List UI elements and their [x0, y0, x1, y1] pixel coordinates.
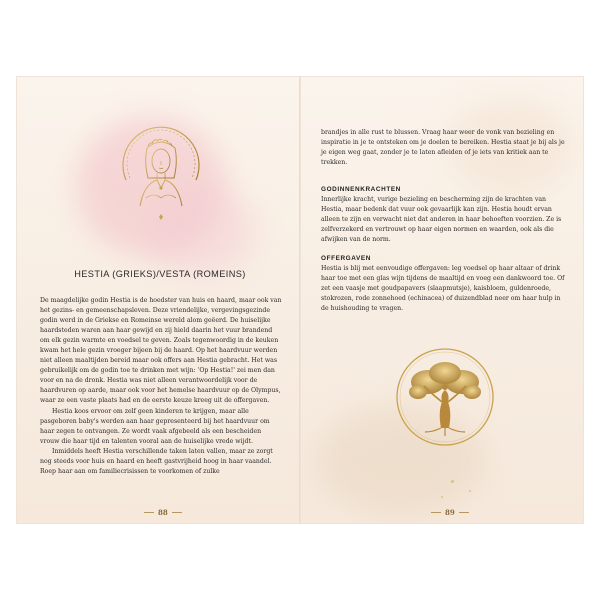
- right-page: [301, 76, 584, 524]
- continuation-text: brandjes in alle rust te blussen. Vraag haar weer de vonk van bezieling en inspiratie in je te ontsteken om je doelen te bereiken. Hestia staat je bij als je je eigen weg gaat, zonder je te laten afleiden of je iets van kritiek aan te trekken.: [321, 129, 565, 167]
- folio-rule: [459, 512, 469, 513]
- book-spread: [16, 76, 584, 524]
- gold-fleck: [451, 480, 454, 483]
- paragraph: Inmiddels heeft Hestia verschillende taken laten vallen, maar ze zorgt nog steeds voor huis en haard en heeft gastvrijheid hoog in haar vaandel. Roep haar aan om familiecrisissen te voorkomen of zulke: [40, 447, 273, 475]
- page-number: [144, 508, 182, 517]
- offergaven-text: Hestia is blij met eenvoudige offergaven: leg voedsel op haar altaar of drink haar toe met een glas wijn tijdens de maaltijd en voeg een dankwoord toe. Of zet een vaasje met goudpapavers (slaapmutsje), kaisbloem, guldenroede, stokrozen, rode zonnehoed (echinacea) of duizendblad neer om haar hulp in de huishouding te vragen.: [321, 265, 565, 313]
- left-page: [16, 76, 299, 524]
- godinnenkrachten-text: Innerlijke kracht, vurige bezieling en bescherming zijn de krachten van Hestia, maar bedenk dat vuur ook gevaarlijk kan zijn. Hestia houdt ervan alleen te zijn en verwacht niet dat anderen in haar behoeften voorzien. Ze is zelfverzekerd en vertrouwt op haar eigen normen en waarden, ook als die afwijken van de norm.: [321, 196, 562, 244]
- page-number: [431, 508, 469, 517]
- subheading-godinnenkrachten: GODINNENKRACHTEN: [321, 186, 401, 193]
- folio-rule: [172, 512, 182, 513]
- tree-goddess-icon: [394, 346, 496, 448]
- page-number-text: 89: [445, 508, 455, 517]
- gold-fleck: [469, 490, 471, 492]
- left-body-text: [40, 296, 282, 477]
- paragraph: De maagdelijke godin Hestia is de hoedster van huis en haard, maar ook van het gezins- en gemeenschapsleven. Deze vriendelijke, vergevingsgezinde godin werd in de Griekse en Romeinse wereld alom geëerd. De huiselijke haardsteden waren aan haar gewijd en zij hield daarin het vuur brandend om elk gezin warmte en voedsel te geven. Zoals tegenwoordig in de keuken kwam het hele gezin vroeger bijeen bij de haard. Op het haardvuur werden niet alleen maaltijden bereid maar ook offers aan Hestia gebracht. Het was gebruikelijk om de godin toe te drinken met wijn: 'Op Hestia!' zei men dan voor en na de dronk. Hestia was niet alleen verantwoordelijk voor de haardvuren op aarde, maar ook voor het hemelse haardvuur op de Olympus, waar ze een vaste plaats had en de eerste keuze kreeg uit de offergaven.: [40, 297, 282, 405]
- folio-rule: [431, 512, 441, 513]
- page-number-text: 88: [158, 508, 168, 517]
- section-heading: HESTIA (GRIEKS)/VESTA (ROMEINS): [74, 269, 246, 279]
- folio-rule: [144, 512, 154, 513]
- hestia-portrait-icon: [114, 118, 208, 228]
- subheading-offergaven: OFFERGAVEN: [321, 255, 371, 262]
- paragraph: Hestia koos ervoor om zelf geen kinderen te krijgen, maar alle pasgeboren baby's werden aan haar gepresenteerd bij het haardvuur om haar zegen te ontvangen. Ze wordt vaak afgebeeld als een bescheiden vrouw die haar tijd en talenten vooral aan de huiselijke vrede wijdt.: [40, 407, 270, 445]
- gold-fleck: [441, 496, 443, 498]
